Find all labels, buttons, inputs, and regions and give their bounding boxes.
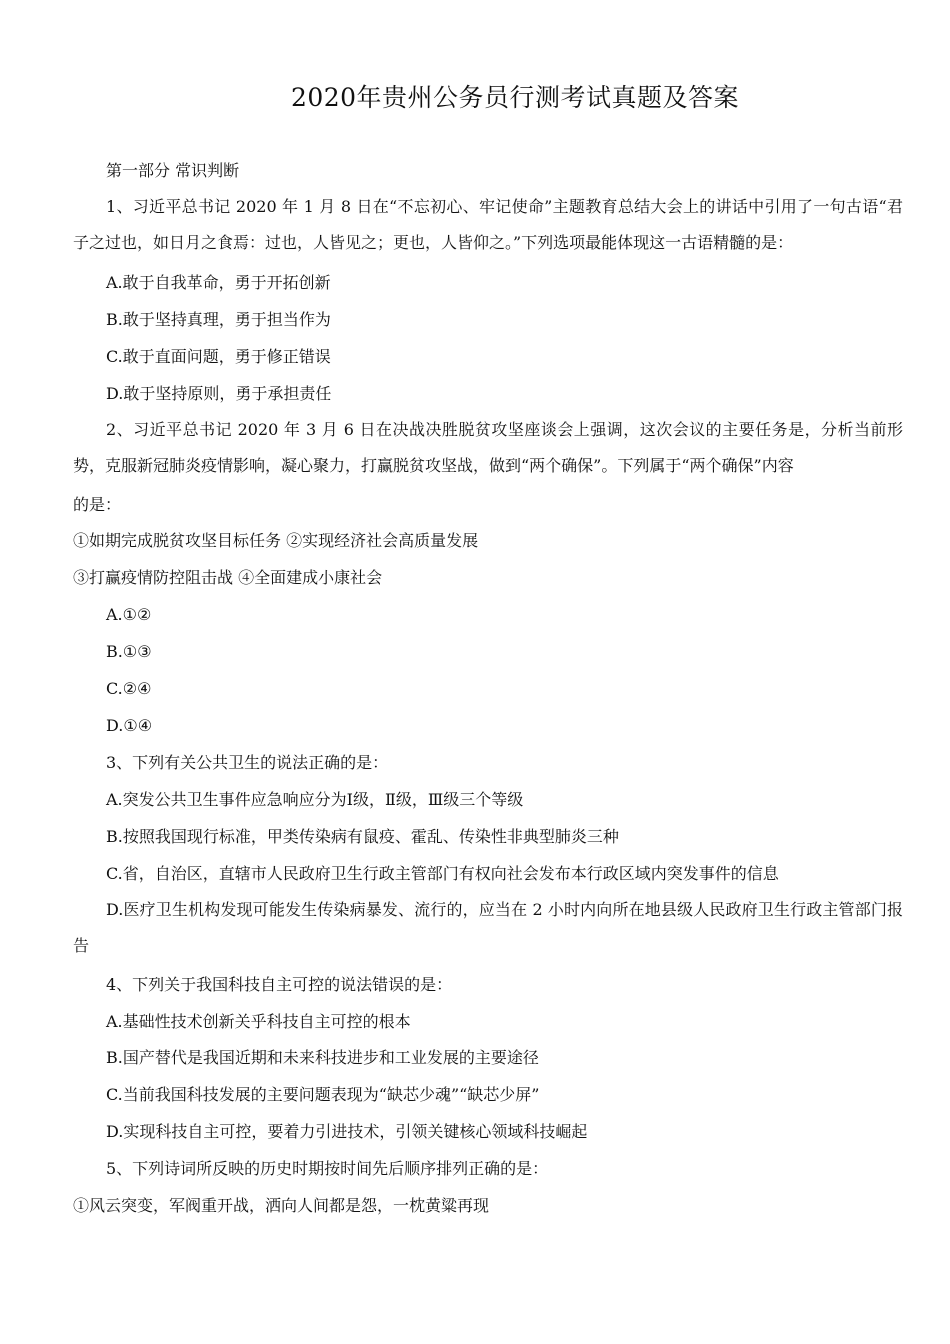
q3-option-a: A.突发公共卫生事件应急响应分为Ⅰ级，Ⅱ级，Ⅲ级三个等级	[106, 790, 524, 809]
question-1-stem: 1、习近平总书记 2020 年 1 月 8 日在“不忘初心、牢记使命”主题教育总结大会上的讲话中引用了一句古语“君子之过也，如日月之食焉：过也，人皆见之；更也，人皆仰之。”下列选项最能体现这一古语精髓的是：	[73, 197, 903, 252]
question-3-stem: 3、下列有关公共卫生的说法正确的是：	[106, 753, 389, 772]
q1-option-a: A.敢于自我革命，勇于开拓创新	[106, 273, 331, 292]
q4-option-a: A.基础性技术创新关乎科技自主可控的根本	[106, 1012, 411, 1031]
question-4-stem: 4、下列关于我国科技自主可控的说法错误的是：	[106, 975, 453, 994]
q2-option-c: C.②④	[106, 679, 152, 698]
q2-items-line-2: ③打赢疫情防控阻击战 ④全面建成小康社会	[73, 568, 383, 587]
q2-option-b: B.①③	[106, 642, 152, 661]
q2-option-a: A.①②	[106, 605, 152, 624]
q1-option-d: D.敢于坚持原则，勇于承担责任	[106, 384, 332, 403]
q3-option-d: D.医疗卫生机构发现可能发生传染病暴发、流行的，应当在 2 小时内向所在地县级人民政府卫生行政主管部门报告	[73, 900, 903, 955]
q2-option-d: D.①④	[106, 716, 153, 735]
q3-option-c: C.省，自治区，直辖市人民政府卫生行政主管部门有权向社会发布本行政区域内突发事件的信息	[106, 864, 779, 883]
q4-option-c: C.当前我国科技发展的主要问题表现为“缺芯少魂”“缺芯少屏”	[106, 1085, 540, 1104]
q2-items-line-1: ①如期完成脱贫攻坚目标任务 ②实现经济社会高质量发展	[73, 531, 479, 550]
q2-stem-tail: 的是：	[73, 495, 122, 514]
q1-option-c: C.敢于直面问题，勇于修正错误	[106, 347, 331, 366]
q4-option-d: D.实现科技自主可控，要着力引进技术，引领关键核心领域科技崛起	[106, 1122, 588, 1141]
q3-option-b: B.按照我国现行标准，甲类传染病有鼠疫、霍乱、传染性非典型肺炎三种	[106, 827, 619, 846]
q1-option-b: B.敢于坚持真理，勇于担当作为	[106, 310, 331, 329]
q5-item-1: ①风云突变，军阀重开战，洒向人间都是怨，一枕黄粱再现	[73, 1196, 490, 1215]
question-2-stem: 2、习近平总书记 2020 年 3 月 6 日在决战决胜脱贫攻坚座谈会上强调，这次会议的主要任务是，分析当前形势，克服新冠肺炎疫情影响，凝心聚力，打赢脱贫攻坚战，做到“两个确保”。下列属于“两个确保”内容	[73, 420, 903, 475]
section-heading: 第一部分 常识判断	[106, 161, 240, 180]
question-5-stem: 5、下列诗词所反映的历史时期按时间先后顺序排列正确的是：	[106, 1159, 549, 1178]
q4-option-b: B.国产替代是我国近期和未来科技进步和工业发展的主要途径	[106, 1048, 539, 1067]
document-title: 2020年贵州公务员行测考试真题及答案	[290, 83, 740, 112]
